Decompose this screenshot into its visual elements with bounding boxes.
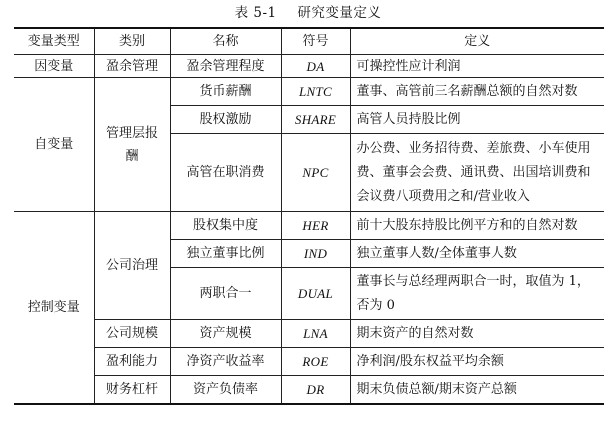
name-cell: 货币薪酬 <box>170 78 281 106</box>
name-cell: 盈余管理程度 <box>170 55 281 78</box>
category-label: 管理层报酬 <box>105 125 158 164</box>
definition-cell: 期末负债总额/期末资产总额 <box>350 376 604 404</box>
name-cell: 净资产收益率 <box>170 348 281 376</box>
definition-cell: 前十大股东持股比例平方和的自然对数 <box>350 212 604 240</box>
table-row <box>14 55 604 78</box>
definition-cell: 董事、高管前三名薪酬总额的自然对数 <box>350 78 604 106</box>
definition-cell: 期末资产的自然对数 <box>350 320 604 348</box>
header-category: 类别 <box>94 28 170 55</box>
variable-definition-table <box>14 27 604 405</box>
table-row <box>14 376 604 404</box>
name-cell: 股权集中度 <box>170 212 281 240</box>
symbol-cell: ROE <box>281 348 350 376</box>
name-cell: 资产规模 <box>170 320 281 348</box>
header-row <box>14 28 604 55</box>
variable-type-cell: 控制变量 <box>14 212 94 404</box>
category-cell: 公司规模 <box>94 320 170 348</box>
symbol-cell: LNTC <box>281 78 350 106</box>
name-cell: 两职合一 <box>170 268 281 320</box>
table-row <box>14 320 604 348</box>
symbol-cell: DR <box>281 376 350 404</box>
category-cell: 盈余管理 <box>94 55 170 78</box>
symbol-cell: SHARE <box>281 106 350 134</box>
definition-cell: 独立董事人数/全体董事人数 <box>350 240 604 268</box>
symbol-cell: HER <box>281 212 350 240</box>
table-row <box>14 78 604 106</box>
table-row <box>14 212 604 240</box>
symbol-cell: DUAL <box>281 268 350 320</box>
table-number: 表 5-1 <box>234 5 277 21</box>
variable-type-cell: 因变量 <box>14 55 94 78</box>
name-cell: 独立董事比例 <box>170 240 281 268</box>
symbol-cell: DA <box>281 55 350 78</box>
symbol-cell: IND <box>281 240 350 268</box>
header-symbol: 符号 <box>281 28 350 55</box>
category-cell <box>94 78 170 212</box>
definition-cell: 董事长与总经理两职合一时，取值为 1，否为 0 <box>350 268 604 320</box>
table-title: 研究变量定义 <box>297 5 382 21</box>
header-variable-type: 变量类型 <box>14 28 94 55</box>
table-caption <box>0 0 616 26</box>
category-cell: 财务杠杆 <box>94 376 170 404</box>
category-cell: 盈利能力 <box>94 348 170 376</box>
table-row <box>14 348 604 376</box>
definition-cell: 办公费、业务招待费、差旅费、小车使用费、董事会会费、通讯费、出国培训费和会议费八项费用之和/营业收入 <box>350 134 604 212</box>
category-cell: 公司治理 <box>94 212 170 320</box>
definition-cell: 高管人员持股比例 <box>350 106 604 134</box>
header-definition: 定义 <box>350 28 604 55</box>
symbol-cell: LNA <box>281 320 350 348</box>
symbol-cell: NPC <box>281 134 350 212</box>
name-cell: 股权激励 <box>170 106 281 134</box>
name-cell: 高管在职消费 <box>170 134 281 212</box>
name-cell: 资产负债率 <box>170 376 281 404</box>
definition-cell: 净利润/股东权益平均余额 <box>350 348 604 376</box>
header-name: 名称 <box>170 28 281 55</box>
variable-type-cell: 自变量 <box>14 78 94 212</box>
definition-cell: 可操控性应计利润 <box>350 55 604 78</box>
